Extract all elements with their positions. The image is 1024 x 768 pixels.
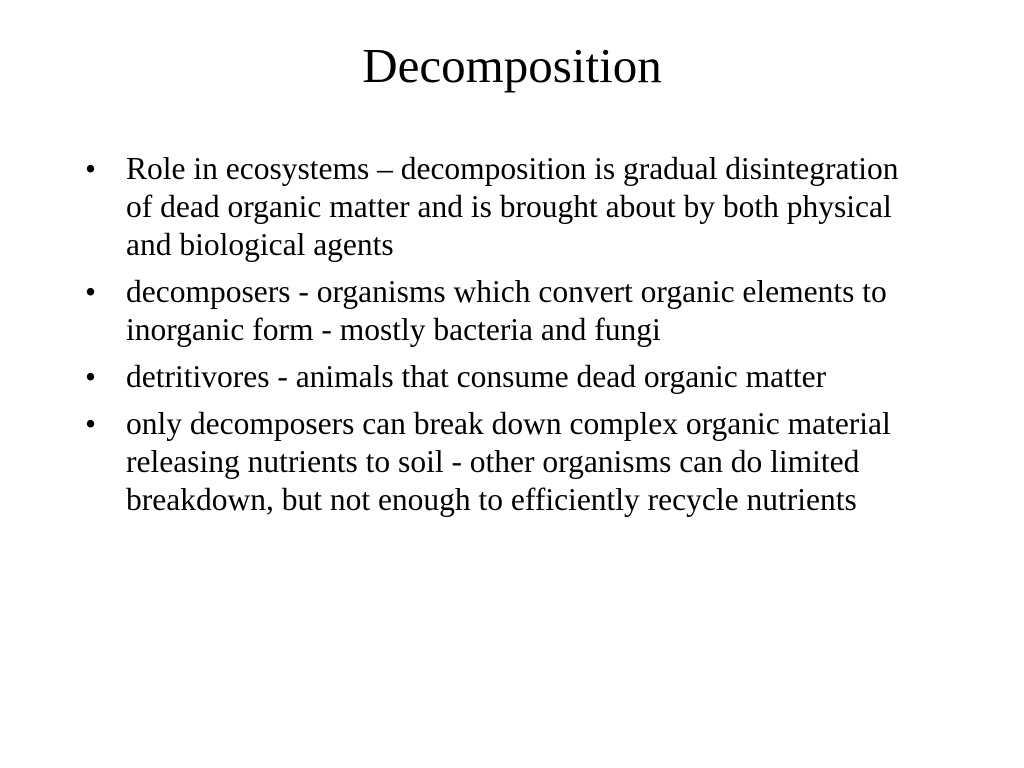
bullet-text: only decomposers can break down complex organic material releasing nutrients to soil - other organisms can do limited breakdown, but not enough to efficiently recycle nutrients	[126, 406, 891, 517]
bullet-item-detritivores	[85, 358, 925, 396]
bullet-dot-icon: •	[85, 406, 97, 441]
bullet-text: Role in ecosystems – decomposition is gradual disintegration of dead organic matter and is brought about by both physical and biological agents	[126, 151, 899, 262]
bullet-dot-icon: •	[85, 359, 97, 394]
slide-title: Decomposition	[362, 38, 662, 93]
bullet-text: detritivores - animals that consume dead organic matter	[126, 359, 827, 394]
bullet-dot-icon: •	[85, 274, 97, 309]
bullet-dot-icon: •	[85, 151, 97, 186]
bullet-item-decomposers	[85, 273, 925, 349]
bullet-item-only-decomposers	[85, 405, 925, 519]
bullet-text: decomposers - organisms which convert organic elements to inorganic form - mostly bacteria and fungi	[126, 274, 887, 347]
bullet-item-role-in-ecosystems	[85, 150, 925, 264]
bullet-list	[85, 150, 925, 528]
